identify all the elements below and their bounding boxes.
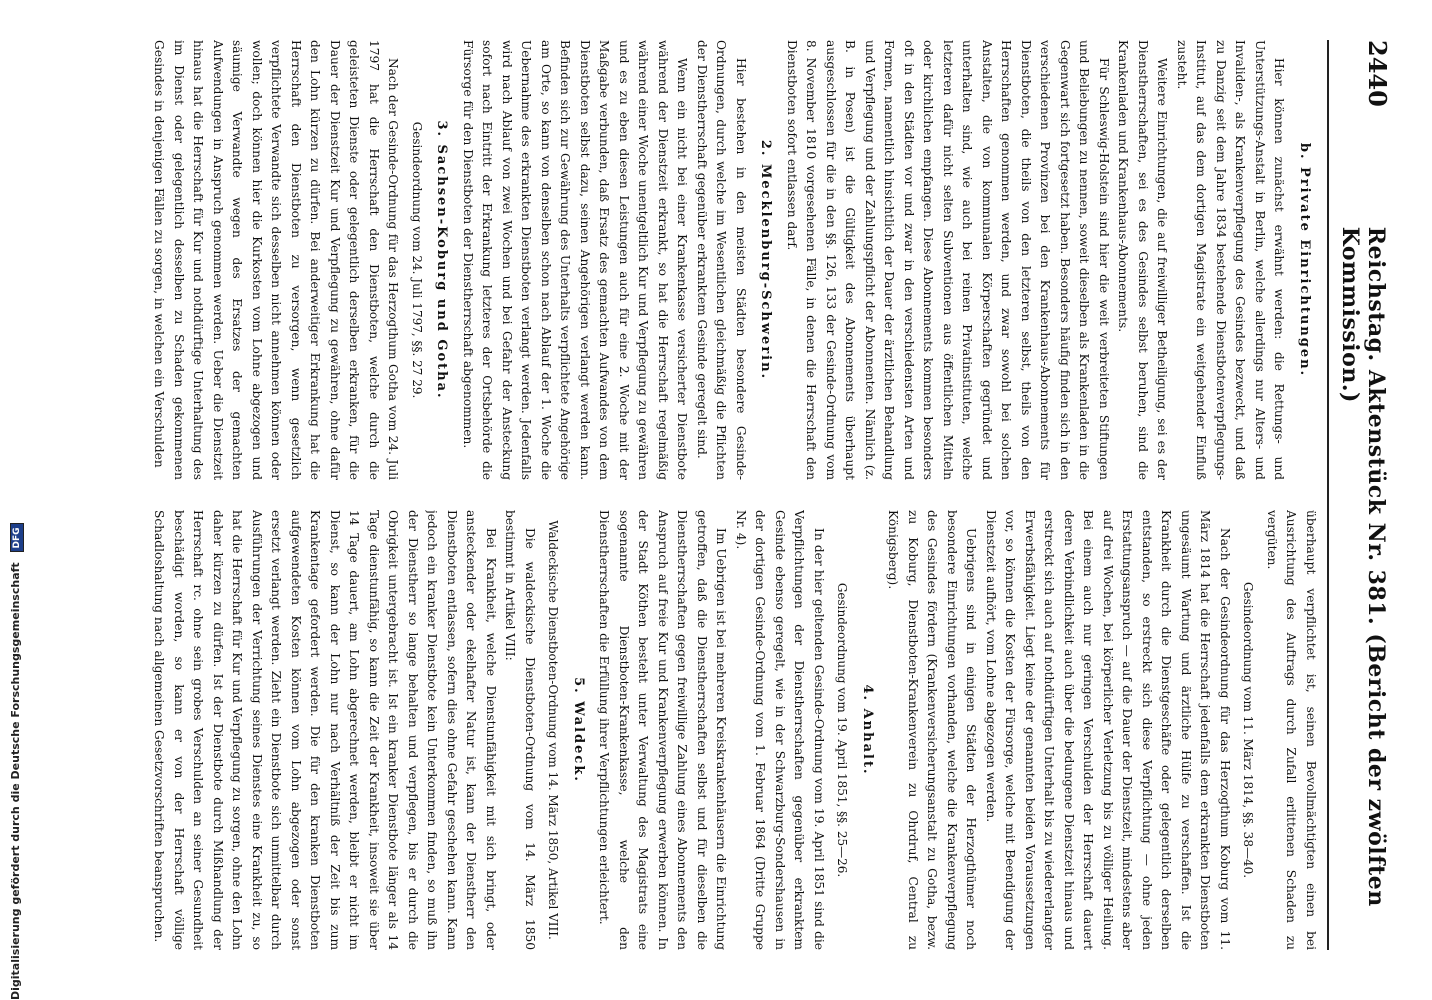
paragraph: Hier bestehen in den meisten Städten besondere Gesinde-Ordnungen, durch welche im Wesentlichen gleichmäßig die Pflichten der Dienstherrschaft gegenüber erkranktem Gesinde geregelt sind. (695, 40, 748, 480)
section-5-heading: 5. Waldeck. (571, 677, 586, 783)
paragraph: Wenn ein nicht bei einer Krankenkasse versicherter Dienstbote während der Dienstzeit erkrankt, so hat die Herrschaft regelmäßig während einer Woche unentgeltlich Kur und Verpflegung zu gewähren und es zu eben diesen Leistungen auch für eine 2. Woche mit der Maßgabe verbunden, daß Ersatz des gemachten Aufwandes von dem Dienstboten selbst dazu, seinen Angehörigen verlangt werden kann. Befinden sich zur Gewährung des Unterhalts verpflichtete Angehörige am Orte, so kann von denselben schon nach Ablauf der 1. Woche die Uebernahme des erkrankten Dienstboten verlangt werden. Jedenfalls wird nach Ablauf von zwei Wochen und bei Gefahr der Ansteckung sofort nach Eintritt der Erkrankung letzteres der Ortsbehörde die Fürsorge für den Dienstboten der Dienstherrschaft abgenommen. (461, 40, 690, 480)
paragraph: Die waldeckische Dienstboten-Ordnung vom 14. März 1850 bestimmt in Artikel VIII: (503, 510, 537, 950)
digitization-watermark (8, 0, 24, 1000)
paragraph: Bei Krankheit, welche Dienstunfähigkeit mit sich bringt, oder ansteckender oder ekelhafter Natur ist, kann der Dienstherr den Dienstboten entlassen, sofern dies ohne Gefahr geschehen kann. Kann jedoch ein kranker Dienstbote kein Unterkommen finden, so muß ihn der Dienstherr so lange behalten und verpflegen, bis er durch die Obrigkeit untergebracht ist. Ist ein kranker Dienstbote länger als 14 Tage dienstunfähig, so kann die Zeit der Krankheit, insoweit sie über 14 Tage dauert, am Lohn abgerechnet werden, bleibt er nicht im Dienst, so kann der Lohn nur nach Verhältniß der Zeit bis zum Krankentage gefordert werden. Die für den kranken Dienstboten aufgewendeten Kosten können vom Lohn abgezogen oder sonst ersetzt verlangt werden. Zieht ein Dienstbote sich unmittelbar durch Ausführungen der Verrichtung seines Dienstes eine Krankheit zu, so hat die Herrschaft für Kur und Verpflegung zu sorgen, ohne den Lohn daher kürzen zu dürfen. Ist der Dienstbote durch Mißhandlung der Herrschaft rc. ohne sein grobes Verschulden an seiner Gesundheit beschädigt worden, so kann er von der Herrschaft völlige Schadloshaltung nach allgemeinen Gesetzvorschriften beanspruchen. (152, 510, 498, 950)
dfg-logo-icon: DFG (10, 523, 24, 552)
paragraph: In der hier geltenden Gesinde-Ordnung vom 19. April 1851 sind die Verpflichtungen der Dienstherrschaften gegenüber erkranktem Gesinde ebenso geregelt, wie in der Schwarzburg-Sondershausen in der dortigen Gesinde-Ordnung vom 1. Februar 1864 (Dritte Gruppe Nr. 4). (734, 510, 826, 950)
header-rule (1327, 40, 1329, 950)
law-reference: Gesindeordnung vom 11. März 1814, §§. 38—40. (1241, 581, 1256, 879)
watermark-text: Digitalisierung gefördert durch die Deutsche Forschungsgemeinschaft (9, 562, 22, 1000)
section-2-heading: 2. Mecklenburg-Schwerin. (758, 139, 774, 381)
paragraph: Uebrigens sind in einigen Städten der Herzogthümer noch besondere Einrichtungen vorhanden, welche die Krankenverpflegung des Gesindes fördern (Krankenversicherungsanstalt zu Gotha, bezw. zu Koburg, Dienstboten-Krankenverein zu Ohrdruf, Central zu Königsberg). (886, 510, 979, 950)
paragraph: Weitere Einrichtungen, die auf freiwilliger Betheiligung, sei es der Dienstherrschaften, sei es des Gesindes selbst beruhen, sind die Krankenladen und Krankenhaus-Abonnements. (1116, 40, 1170, 480)
law-reference: Gesindeordnung vom 19. April 1851, §§. 25—26. (835, 582, 850, 878)
paragraph: Im Uebrigen ist bei mehreren Kreiskrankenhäusern die Einrichtung getroffen, daß die Dienstherrschaften selbst und für dieselben die Dienstherrschaften gegen freiwillige Zahlung eines Abonnements den Anspruch auf freie Kur und Krankenverpflegung erwerben können. In der Stadt Köthen besteht unter Verwaltung des Magistrats eine sogenannte Dienstboten-Krankenkasse, welche den Dienstherrschaften die Erfüllung ihrer Verpflichtungen erleichtert. (597, 510, 729, 950)
running-head: Reichstag. Aktenstück Nr. 381. (Bericht der zwölften Kommission.) (1337, 226, 1389, 907)
paragraph: Für Schleswig-Holstein sind hier die weit verbreiteten Stiftungen und Beliebungen zu nennen, soweit dieselben als Krankenladen in die Gegenwart sich fortgesetzt haben. Besonders häufig finden sich in den verschiedenen Provinzen bei den Krankenhaus-Abonnements für Dienstboten, die theils von den letzteren selbst, theils von den Herrschaften genommen werden, und zwar sowohl bei solchen Anstalten, die von kommunalen Körperschaften gegründet und unterhalten sind, wie auch bei reinen Privatinstituten, welche letzteren dafür nicht selten Subventionen aus öffentlichen Mitteln oder kirchlichen empfangen. Diese Abonnements kommen besonders oft in den Städten vor und zwar in den verschiedensten Arten und Formen, namentlich hinsichtlich der Dauer der ärztlichen Behandlung und Verpflegung und der Zahlungspflicht der Abonnenten. Nämlich (z. B. in Posen) ist die Gültigkeit des Abonnements überhaupt ausgeschlossen für die in den §§. 126, 133 der Gesinde-Ordnung vom 8. November 1810 vorgesehenen Fälle, in denen die Herrschaft den Dienstboten sofort entlassen darf. (785, 40, 1111, 480)
paragraph: Nach der Gesinde-Ordnung für das Herzogthum Gotha vom 24. Juli 1797 hat die Herrschaft den Dienstboten, welche durch die geleisteten Dienste oder gelegentlich derselben erkranken, für die Dauer der Dienstzeit Kur und Verpflegung zu gewähren, ohne dafür den Lohn kürzen zu dürfen. Bei anderweitiger Erkrankung hat die Herrschaft den Dienstboten zu versorgen, wenn gesetzlich verpflichtete Verwandte sich desselben nicht annehmen können oder wollen; doch können hier die Kurkosten vom Lohne abgezogen und säumige Verwandte wegen des Ersatzes der gemachten Aufwendungen in Anspruch genommen werden. Ueber die Dienstzeit hinaus hat die Herrschaft für Kur und nothdürftige Unterhaltung des im Dienst oder gelegentlich desselben zu Schaden gekommenen Gesindes in denjenigen Fällen zu sorgen, in welchen ein Verschulden (152, 40, 401, 480)
paragraph: Nach der Gesindeordnung für das Herzogthum Koburg vom 11. März 1814 hat die Herrschaft jedenfalls dem erkrankten Dienstboten ungesäumt Wartung und ärztliche Hülfe zu verschaffen. Ist die Krankheit durch die Dienstgeschäfte oder gelegentlich derselben entstanden, so erstreckt sich diese Verpflichtung — ohne jeden Erstattungsanspruch — auf die Dauer der Dienstzeit, mindestens aber auf drei Wochen, bei körperlicher Verletzung bis zu völliger Heilung. Bei einem auch nur geringen Verschulden der Herrschaft dauert deren Verbindlichkeit auch über die bedungene Dienstzeit hinaus und erstreckt sich auch auf nothdürftigen Unterhalt bis zu wiedererlangter Erwerbsfähigkeit. Liegt keine der genannten beiden Voraussetzungen vor, so können die Kosten der Fürsorge, welche mit Beendigung der Dienstzeit aufhört, vom Lohne abgezogen werden. (984, 510, 1232, 950)
right-column (10, 510, 1320, 950)
section-3-heading: 3. Sachsen-Koburg und Gotha. (434, 120, 450, 400)
continued-paragraph: überhaupt verpflichtet ist, seinen Bevollmächtigten einen bei Ausrichtung des Auftrags durch Zufall erlittenen Schaden zu vergüten. (1265, 510, 1318, 950)
page-number: 2440 (1363, 40, 1392, 107)
section-b-heading: b. Private Einrichtungen. (1297, 142, 1312, 378)
page-header (1332, 40, 1392, 950)
left-column (10, 40, 1320, 480)
paragraph: Hier können zunächst erwähnt werden: die Rettungs- und Unterstützungs-Anstalt in Berlin, welche allerdings nur Alters- und Invaliden-, als Krankenverpflegung des Gesindes bezweckt, und daß zu Danzig seit dem Jahre 1834 bestehende Dienstbotenverpflegungs-Institut, auf das dem dortigen Magistrate ein weitgehender Einfluß zusteht. (1175, 40, 1287, 480)
law-reference: Waldeckische Dienstboten-Ordnung vom 14. März 1850, Artikel VIII. (546, 520, 561, 940)
page-content (0, 40, 1392, 990)
section-4-heading: 4. Anhalt. (860, 684, 875, 776)
law-reference: Gesindeordnung vom 24. Juli 1797, §§. 27 29. (410, 121, 424, 399)
text-columns (10, 40, 1320, 950)
